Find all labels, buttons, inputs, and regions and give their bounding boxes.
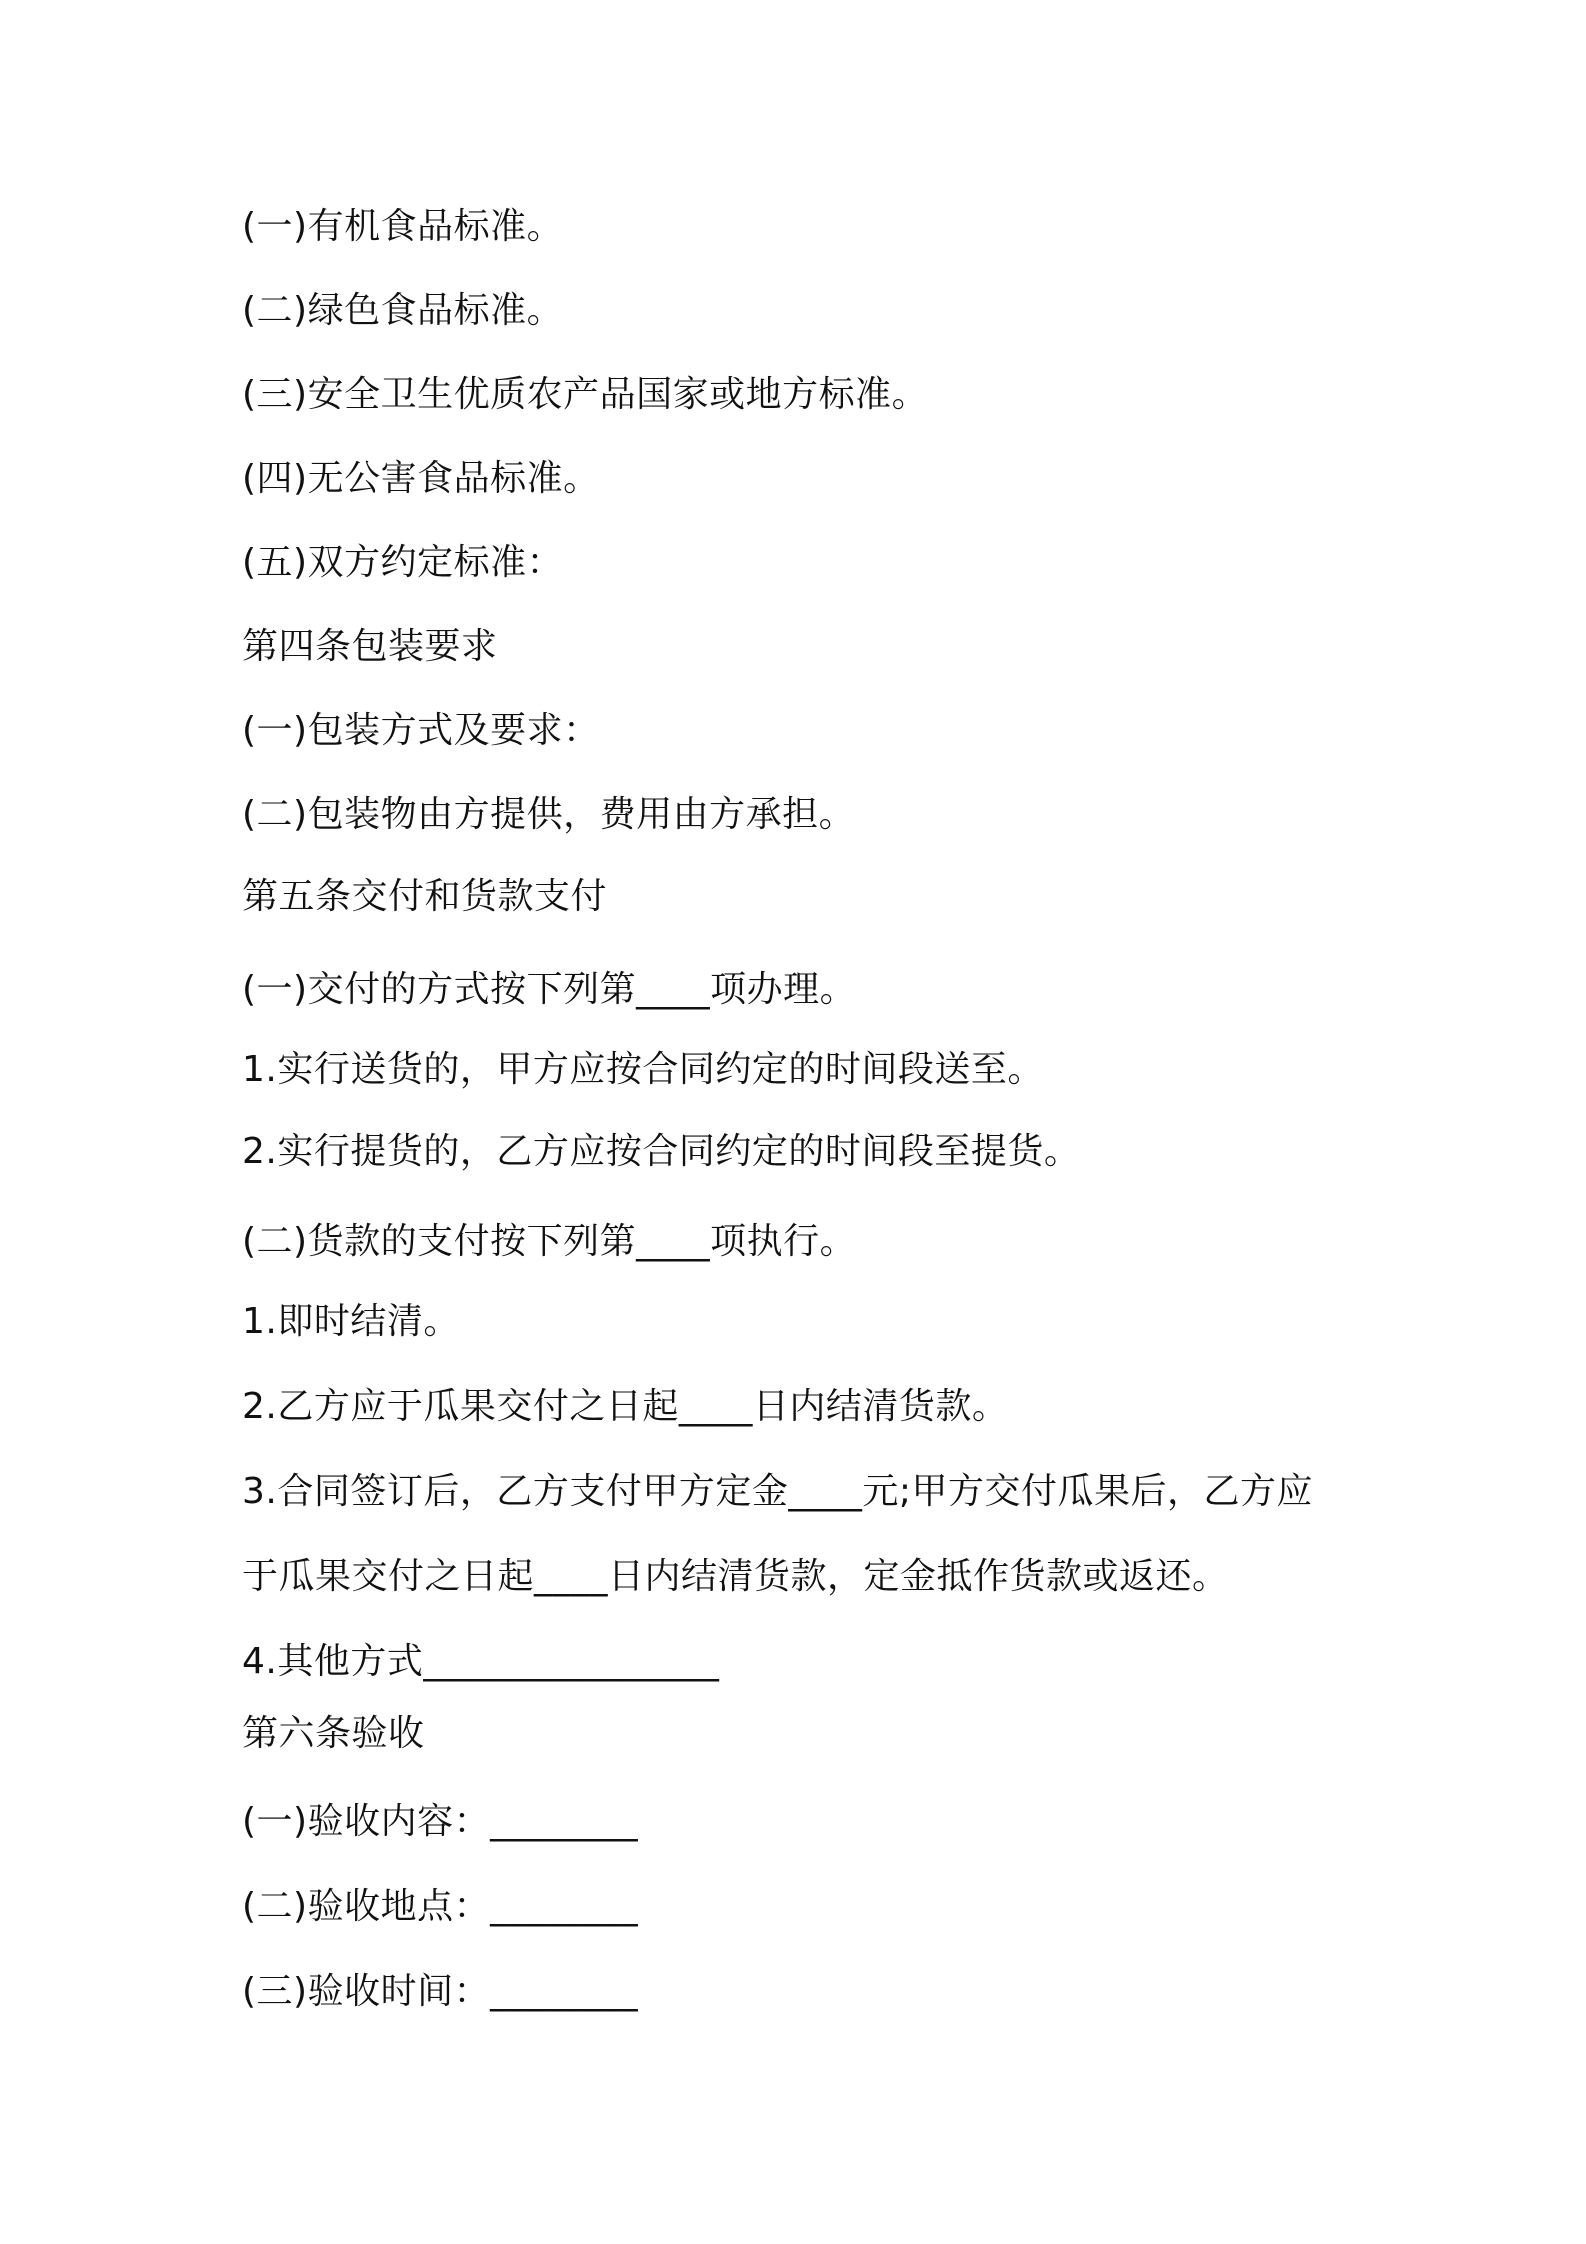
- inspection-content: (一)验收内容：________: [242, 1801, 639, 1842]
- payment-option-3-continued: 于瓜果交付之日起____日内结清货款，定金抵作货款或返还。: [242, 1556, 1229, 1597]
- payment-option-1: 1.即时结清。: [242, 1301, 460, 1342]
- standard-item-1: (一)有机食品标准。: [242, 206, 564, 247]
- standard-item-2: (二)绿色食品标准。: [242, 290, 564, 331]
- payment-option-2: 2.乙方应于瓜果交付之日起____日内结清货款。: [242, 1386, 1009, 1427]
- payment-option-4: 4.其他方式________________: [242, 1641, 720, 1682]
- inspection-location: (二)验收地点：________: [242, 1886, 639, 1927]
- payment-method: (二)货款的支付按下列第____项执行。: [242, 1221, 857, 1262]
- packaging-item-1: (一)包装方式及要求：: [242, 710, 600, 751]
- standard-item-5: (五)双方约定标准：: [242, 542, 564, 583]
- article-4-heading: 第四条包装要求: [242, 626, 498, 667]
- packaging-item-2: (二)包装物由方提供，费用由方承担。: [242, 794, 856, 835]
- article-5-heading: 第五条交付和货款支付: [242, 876, 608, 917]
- delivery-option-2: 2.实行提货的，乙方应按合同约定的时间段至提货。: [242, 1131, 1081, 1172]
- payment-option-3: 3.合同签订后，乙方支付甲方定金____元;甲方交付瓜果后，乙方应: [242, 1471, 1313, 1512]
- standard-item-4: (四)无公害食品标准。: [242, 458, 600, 499]
- inspection-time: (三)验收时间：________: [242, 1971, 639, 2012]
- standard-item-3: (三)安全卫生优质农产品国家或地方标准。: [242, 374, 929, 415]
- delivery-option-1: 1.实行送货的，甲方应按合同约定的时间段送至。: [242, 1049, 1044, 1090]
- article-6-heading: 第六条验收: [242, 1713, 425, 1754]
- delivery-method: (一)交付的方式按下列第____项办理。: [242, 969, 857, 1010]
